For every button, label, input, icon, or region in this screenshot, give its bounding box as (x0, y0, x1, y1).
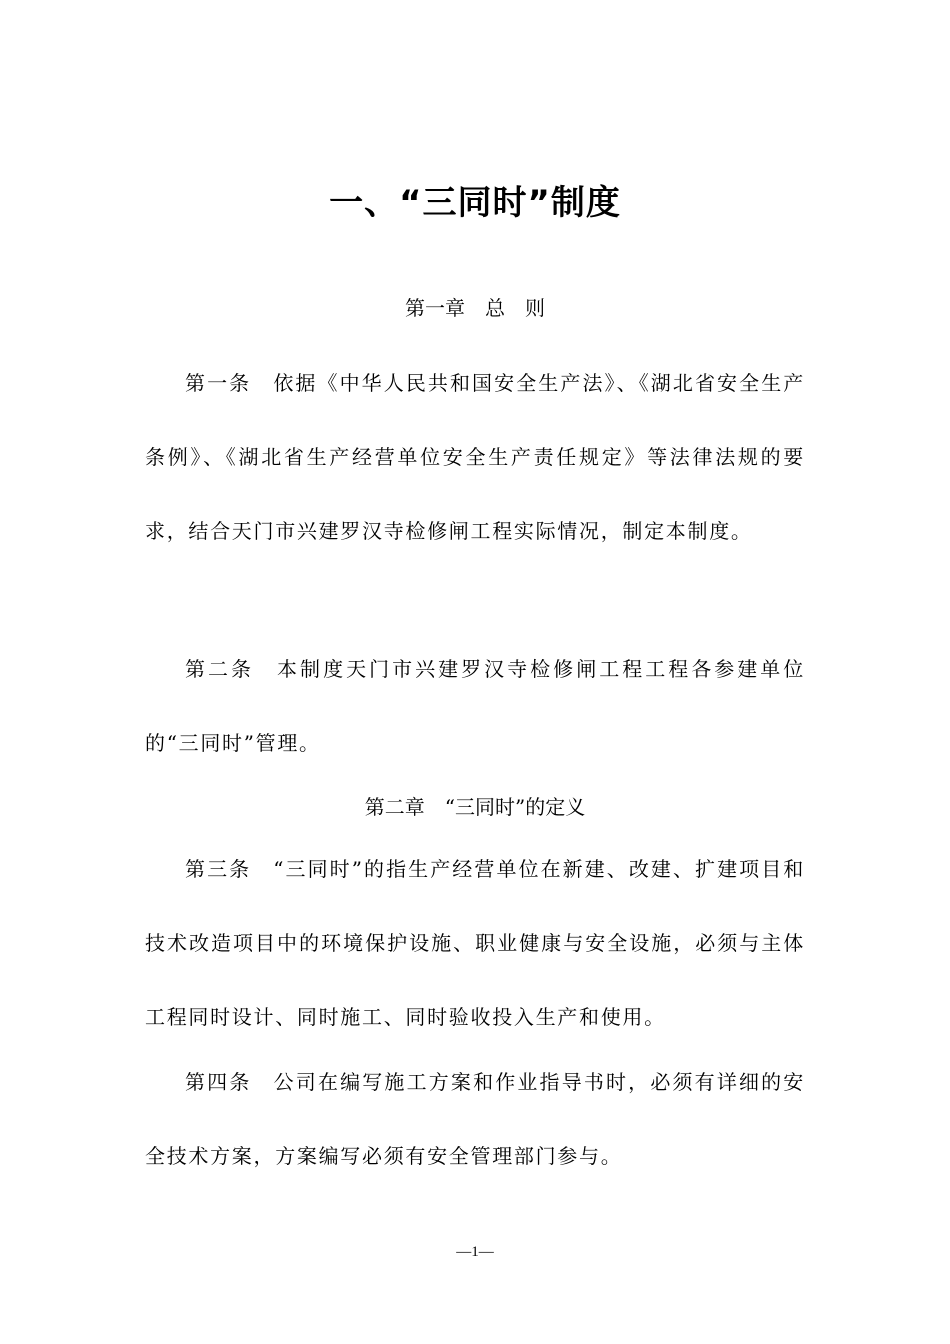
article-3: 第三条 “三同时”的指生产经营单位在新建、改建、扩建项目和技术改造项目中的环境保护设施、职业健康与安全设施，必须与主体工程同时设计、同时施工、同时验收投入生产和使用。 (145, 857, 805, 1029)
article-4: 第四条 公司在编写施工方案和作业指导书时，必须有详细的安全技术方案，方案编写必须有安全管理部门参与。 (145, 1070, 805, 1168)
article-2: 第二条 本制度天门市兴建罗汉寺检修闸工程工程各参建单位的“三同时”管理。 (145, 657, 805, 755)
page-number: —1— (456, 1244, 494, 1260)
document-title: 一、“三同时”制度 (329, 183, 621, 223)
chapter-1-heading: 第一章 总 则 (405, 296, 545, 320)
chapter-2-heading: 第二章 “三同时”的定义 (364, 795, 586, 819)
article-1: 第一条 依据《中华人民共和国安全生产法》、《湖北省安全生产条例》、《湖北省生产经营单位安全生产责任规定》等法律法规的要求，结合天门市兴建罗汉寺检修闸工程实际情况，制定本制度。 (145, 371, 805, 543)
